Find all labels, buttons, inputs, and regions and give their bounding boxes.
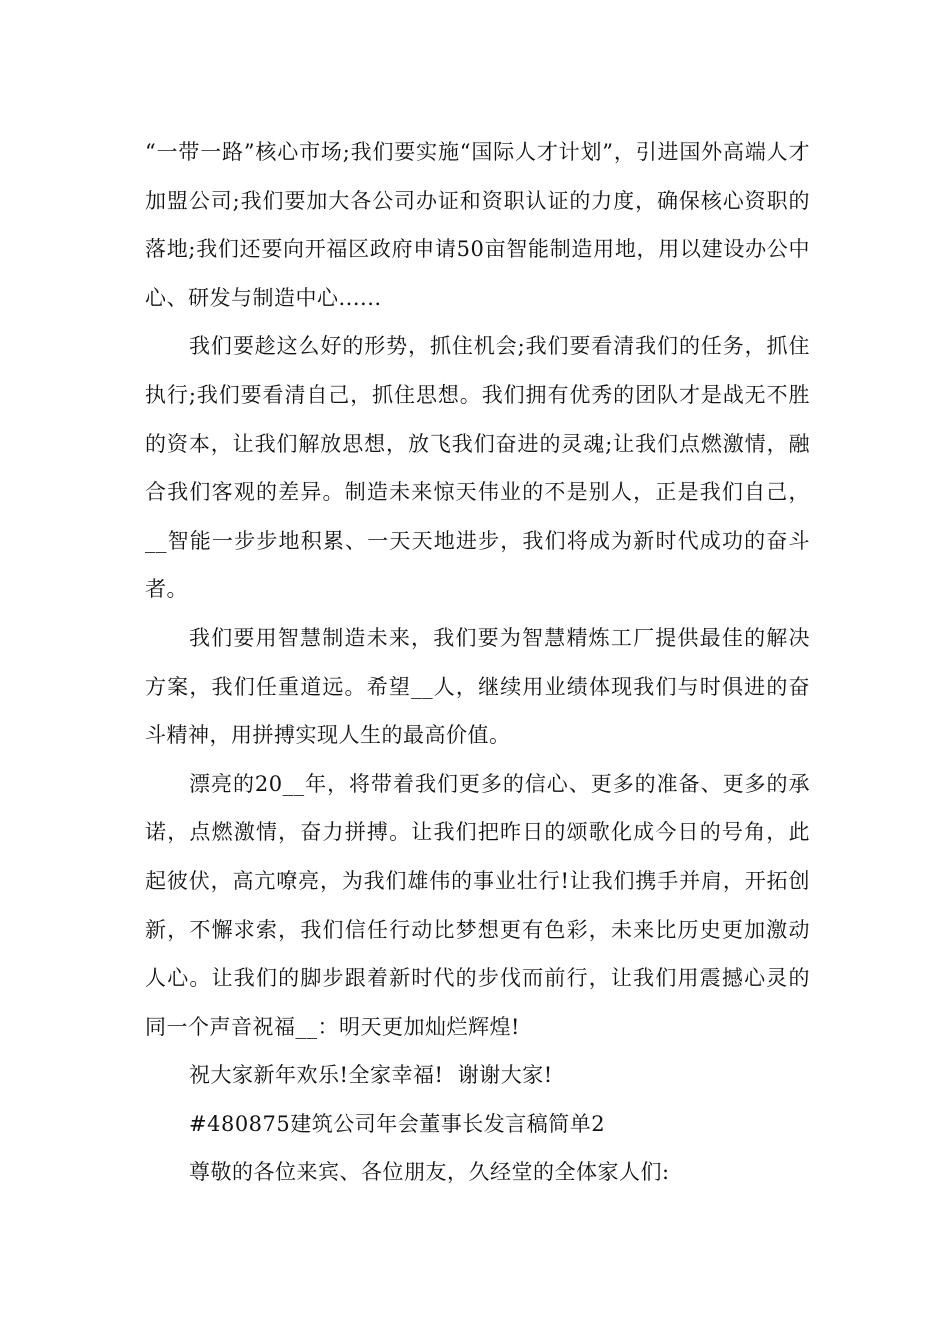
paragraph-seize-opportunity: 我们要趁这么好的形势，抓住机会;我们要看清我们的任务，抓住执行;我们要看清自己，抓住思想。我们拥有优秀的团队才是战无不胜的资本，让我们解放思想，放飞我们奋进的灵魂;让我们点燃激情，融合我们客观的差异。制造未来惊天伟业的不是别人，正是我们自己，__智能一步步地积累、一天天地进步，我们将成为新时代成功的奋斗者。 bbox=[145, 334, 810, 602]
paragraph-new-year: 漂亮的20__年，将带着我们更多的信心、更多的准备、更多的承诺，点燃激情，奋力拼搏。让我们把昨日的颂歌化成今日的号角，此起彼伏，高亢嘹亮，为我们雄伟的事业壮行!让我们携手并肩，开拓创新，不懈求索，我们信任行动比梦想更有色彩，未来比历史更加激动人心。让我们的脚步跟着新时代的步伐而前行，让我们用震撼心灵的同一个声音祝福__：明天更加灿烂辉煌! bbox=[145, 771, 810, 1039]
document-body bbox=[145, 128, 810, 1197]
paragraph-greeting: 祝大家新年欢乐!全家幸福! 谢谢大家! bbox=[189, 1063, 553, 1088]
paragraph-section-title: #480875建筑公司年会董事长发言稿简单2 bbox=[189, 1111, 606, 1136]
paragraph-smart-manufacturing: 我们要用智慧制造未来，我们要为智慧精炼工厂提供最佳的解决方案，我们任重道远。希望__人，继续用业绩体现我们与时俱进的奋斗精神，用拼搏实现人生的最高价值。 bbox=[145, 625, 810, 748]
paragraph-salutation: 尊敬的各位来宾、各位朋友，久经堂的全体家人们: bbox=[189, 1160, 670, 1185]
paragraph-continuation: “一带一路”核心市场;我们要实施“国际人才计划”，引进国外高端人才加盟公司;我们要加大各公司办证和资职认证的力度，确保核心资职的落地;我们还要向开福区政府申请50亩智能制造用地，用以建设办公中心、研发与制造中心...... bbox=[145, 140, 810, 310]
